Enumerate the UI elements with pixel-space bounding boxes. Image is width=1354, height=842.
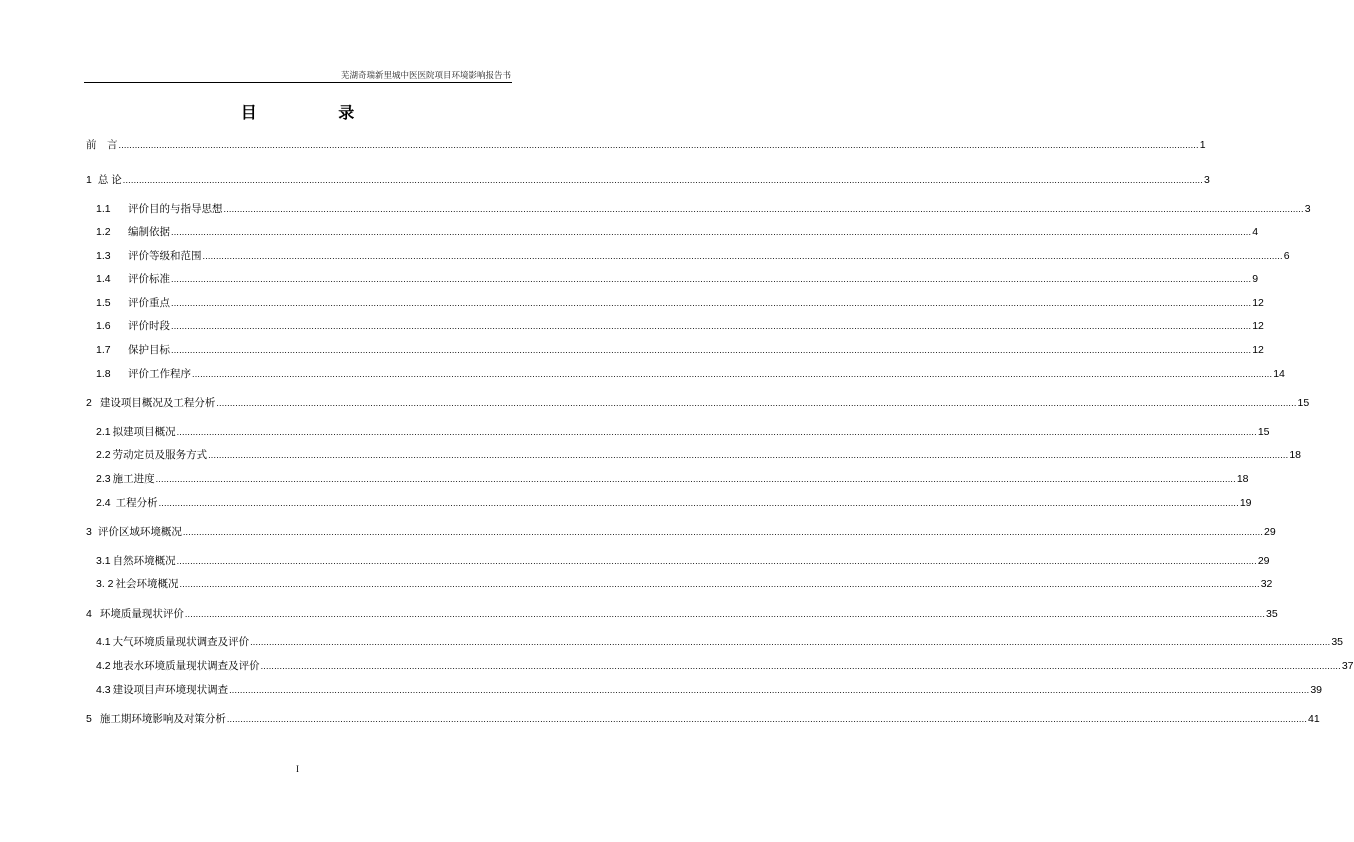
page-number: I xyxy=(296,764,299,774)
toc-entry-number: 5 xyxy=(86,713,92,725)
toc-entry-label: 编制依据 xyxy=(128,226,170,238)
toc-entry-label: 评价工作程序 xyxy=(128,368,191,380)
toc-entry-page: 12 xyxy=(1252,320,1264,332)
toc-entry-1-8[interactable] xyxy=(96,366,1285,382)
leader-dots: ................................................................................................................................................................................................................................................................................................................................................................................................................ xyxy=(122,175,1203,185)
leader-dots: ................................................................................................................................................................................................................................................................................................................................................................................................................ xyxy=(171,321,1252,331)
running-header: 芜湖奇瑞新里城中医医院项目环境影响报告书 xyxy=(340,70,511,80)
toc-entry-label: 总 论 xyxy=(97,174,122,186)
toc-entry-page: 12 xyxy=(1252,297,1264,309)
toc-entry-page: 12 xyxy=(1252,344,1264,356)
toc-entry-page: 35 xyxy=(1266,608,1278,620)
toc-entry-page: 15 xyxy=(1297,397,1310,409)
leader-dots: ................................................................................................................................................................................................................................................................................................................................................................................................................ xyxy=(171,274,1252,284)
toc-entry-2-3[interactable] xyxy=(96,471,1249,487)
toc-entry-4-1[interactable] xyxy=(96,634,1343,650)
toc-entry-number: 2.1 xyxy=(96,426,111,438)
toc-entry-number: 1.6 xyxy=(96,320,111,332)
leader-dots: ................................................................................................................................................................................................................................................................................................................................................................................................................ xyxy=(158,498,1239,508)
toc-entry-label: 评价重点 xyxy=(128,297,170,309)
leader-dots: ................................................................................................................................................................................................................................................................................................................................................................................................................ xyxy=(202,251,1283,261)
toc-entry-1-7[interactable] xyxy=(96,342,1264,358)
toc-entry-number: 3. 2 xyxy=(96,578,114,590)
toc-entry-number: 3.1 xyxy=(96,555,111,567)
toc-entry-page: 37 xyxy=(1341,660,1354,672)
toc-entry-1-1[interactable] xyxy=(96,201,1311,217)
toc-entry-chapter-2[interactable] xyxy=(86,395,1310,411)
toc-entry-1-6[interactable] xyxy=(96,318,1264,334)
toc-entry-4-3[interactable] xyxy=(96,682,1322,698)
toc-entry-label: 保护目标 xyxy=(128,344,170,356)
toc-entry-page: 3 xyxy=(1203,174,1210,186)
toc-entry-label: 评价目的与指导思想 xyxy=(128,203,223,215)
toc-entry-page: 32 xyxy=(1260,578,1273,590)
toc-entry-number: 2.2 xyxy=(96,449,111,461)
toc-entry-label: 建设项目概况及工程分析 xyxy=(99,397,216,409)
toc-entry-1-4[interactable] xyxy=(96,271,1259,287)
toc-entry-number: 2.3 xyxy=(96,473,111,485)
toc-entry-chapter-4[interactable] xyxy=(86,606,1278,622)
toc-entry-page: 41 xyxy=(1308,713,1320,725)
toc-entry-number: 4.1 xyxy=(96,636,111,648)
toc-entry-1-3[interactable] xyxy=(96,248,1290,264)
toc-entry-label: 评价标准 xyxy=(128,273,170,285)
toc-entry-number: 1.3 xyxy=(96,250,111,262)
toc-entry-number: 4.3 xyxy=(96,684,111,696)
toc-entry-number: 4.2 xyxy=(96,660,111,672)
toc-entry-page: 6 xyxy=(1283,250,1290,262)
toc-entry-label: 施工进度 xyxy=(112,473,155,485)
toc-entry-page: 14 xyxy=(1273,368,1285,380)
leader-dots: ................................................................................................................................................................................................................................................................................................................................................................................................................ xyxy=(176,556,1257,566)
toc-entry-number: 1.1 xyxy=(96,203,111,215)
toc-entry-number: 1.8 xyxy=(96,368,111,380)
toc-entry-2-2[interactable] xyxy=(96,447,1301,463)
toc-entry-page: 3 xyxy=(1304,203,1311,215)
toc-entry-page: 1 xyxy=(1199,139,1206,151)
toc-entry-label: 环境质量现状评价 xyxy=(99,608,184,620)
leader-dots: ................................................................................................................................................................................................................................................................................................................................................................................................................ xyxy=(171,298,1252,308)
toc-entry-label: 评价时段 xyxy=(128,320,170,332)
toc-entry-label: 大气环境质量现状调查及评价 xyxy=(112,636,250,648)
leader-dots: ................................................................................................................................................................................................................................................................................................................................................................................................................ xyxy=(250,637,1331,647)
toc-entry-number: 1 xyxy=(86,174,92,186)
toc-entry-chapter-5[interactable] xyxy=(86,711,1320,727)
toc-entry-label: 工程分析 xyxy=(115,497,158,509)
toc-entry-page: 4 xyxy=(1252,226,1259,238)
toc-entry-label: 评价区域环境概况 xyxy=(97,526,182,538)
toc-entry-page: 29 xyxy=(1264,526,1276,538)
toc-entry-label: 前 言 xyxy=(86,139,118,151)
leader-dots: ................................................................................................................................................................................................................................................................................................................................................................................................................ xyxy=(226,714,1308,724)
toc-entry-label: 拟建项目概况 xyxy=(112,426,176,438)
toc-entry-number: 1.5 xyxy=(96,297,111,309)
toc-entry-label: 地表水环境质量现状调查及评价 xyxy=(112,660,260,672)
toc-entry-page: 39 xyxy=(1310,684,1322,696)
toc-entry-label: 自然环境概况 xyxy=(112,555,176,567)
toc-entry-number: 3 xyxy=(86,526,92,538)
leader-dots: ................................................................................................................................................................................................................................................................................................................................................................................................................ xyxy=(192,369,1273,379)
toc-entry-page: 9 xyxy=(1252,273,1259,285)
toc-entry-label: 评价等级和范围 xyxy=(128,250,202,262)
toc-entry-number: 2 xyxy=(86,397,92,409)
leader-dots: ................................................................................................................................................................................................................................................................................................................................................................................................................ xyxy=(171,227,1252,237)
toc-entry-3-1[interactable] xyxy=(96,553,1270,569)
leader-dots: ................................................................................................................................................................................................................................................................................................................................................................................................................ xyxy=(171,345,1252,355)
leader-dots: ................................................................................................................................................................................................................................................................................................................................................................................................................ xyxy=(223,204,1304,214)
leader-dots: ................................................................................................................................................................................................................................................................................................................................................................................................................ xyxy=(260,661,1341,671)
toc-title: 目 录 xyxy=(240,103,393,122)
toc-entry-chapter-3[interactable] xyxy=(86,524,1276,540)
leader-dots: ................................................................................................................................................................................................................................................................................................................................................................................................................ xyxy=(155,474,1236,484)
toc-entry-chapter-1[interactable] xyxy=(86,172,1210,188)
toc-entry-number: 1.2 xyxy=(96,226,111,238)
toc-entry-label: 建设项目声环境现状调查 xyxy=(112,684,229,696)
leader-dots: ................................................................................................................................................................................................................................................................................................................................................................................................................ xyxy=(229,685,1310,695)
toc-entry-page: 29 xyxy=(1257,555,1270,567)
leader-dots: ................................................................................................................................................................................................................................................................................................................................................................................................................ xyxy=(176,427,1257,437)
toc-entry-label: 劳动定员及服务方式 xyxy=(112,449,208,461)
toc-entry-label: 施工期环境影响及对策分析 xyxy=(99,713,226,725)
leader-dots: ................................................................................................................................................................................................................................................................................................................................................................................................................ xyxy=(118,140,1199,150)
toc-entry-number: 1.7 xyxy=(96,344,111,356)
toc-entry-2-4[interactable] xyxy=(96,495,1252,511)
toc-entry-page: 19 xyxy=(1239,497,1252,509)
header-rule xyxy=(84,82,512,83)
leader-dots: ................................................................................................................................................................................................................................................................................................................................................................................................................ xyxy=(184,609,1266,619)
toc-entry-page: 35 xyxy=(1331,636,1343,648)
toc-entry-1-2[interactable] xyxy=(96,224,1259,240)
toc-entry-preface[interactable] xyxy=(86,137,1206,153)
toc-entry-page: 18 xyxy=(1289,449,1301,461)
leader-dots: ................................................................................................................................................................................................................................................................................................................................................................................................................ xyxy=(179,579,1260,589)
leader-dots: ................................................................................................................................................................................................................................................................................................................................................................................................................ xyxy=(208,450,1289,460)
toc-entry-3-2[interactable] xyxy=(96,576,1273,592)
toc-entry-number: 4 xyxy=(86,608,92,620)
toc-entry-page: 18 xyxy=(1236,473,1249,485)
toc-entry-4-2[interactable] xyxy=(96,658,1354,674)
toc-entry-label: 社会环境概况 xyxy=(115,578,179,590)
toc-entry-number: 1.4 xyxy=(96,273,111,285)
toc-entry-1-5[interactable] xyxy=(96,295,1264,311)
toc-entry-page: 15 xyxy=(1257,426,1270,438)
leader-dots: ................................................................................................................................................................................................................................................................................................................................................................................................................ xyxy=(216,398,1297,408)
leader-dots: ................................................................................................................................................................................................................................................................................................................................................................................................................ xyxy=(182,527,1264,537)
toc-entry-2-1[interactable] xyxy=(96,424,1270,440)
toc-entry-number: 2.4 xyxy=(96,497,111,509)
